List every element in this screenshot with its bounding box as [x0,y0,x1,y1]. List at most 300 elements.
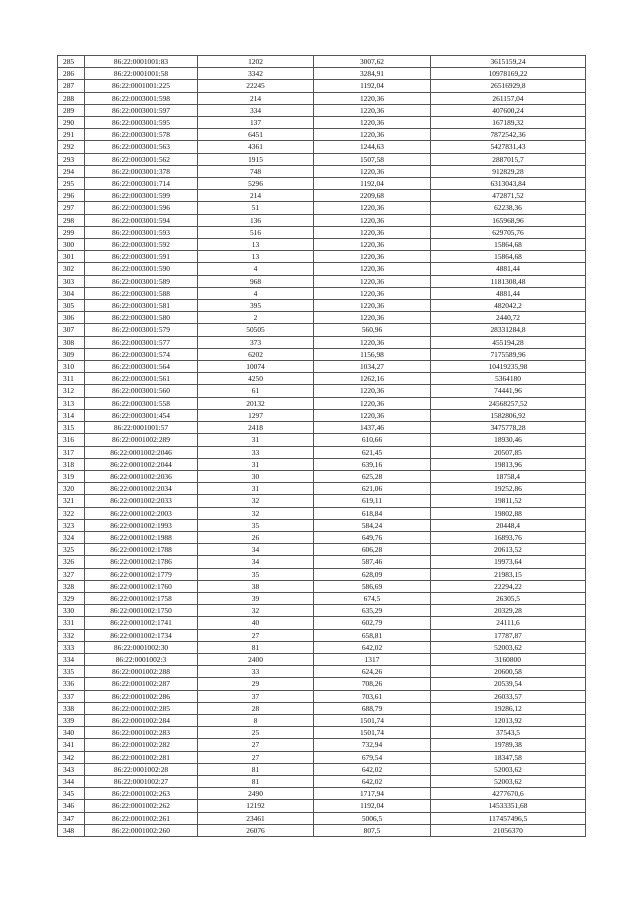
area-cell: 968 [198,275,314,287]
cadastral-value-cell: 37543,5 [431,727,586,739]
area-cell: 4 [198,263,314,275]
cadastral-number-cell: 86:22:0003001:589 [85,275,198,287]
cadastral-value-cell: 15864,68 [431,251,586,263]
unit-value-cell: 1220,36 [314,263,431,275]
cadastral-number-cell: 86:22:0001002:2044 [85,458,198,470]
area-cell: 13 [198,251,314,263]
unit-value-cell: 1501,74 [314,727,431,739]
row-number-cell: 314 [58,409,85,421]
cadastral-number-cell: 86:22:0001001:83 [85,56,198,68]
cadastral-number-cell: 86:22:0001002:263 [85,788,198,800]
cadastral-value-cell: 21983,15 [431,568,586,580]
row-number-cell: 287 [58,80,85,92]
cadastral-value-cell: 19252,86 [431,483,586,495]
table-row [58,92,586,104]
area-cell: 10074 [198,361,314,373]
cadastral-value-cell: 165968,96 [431,214,586,226]
unit-value-cell: 642,02 [314,775,431,787]
area-cell: 334 [198,104,314,116]
cadastral-value-cell: 52003,62 [431,641,586,653]
cadastral-number-cell: 86:22:0001002:2003 [85,507,198,519]
cadastral-value-cell: 1582806,92 [431,409,586,421]
unit-value-cell: 1220,36 [314,312,431,324]
row-number-cell: 344 [58,775,85,787]
area-cell: 1297 [198,409,314,421]
cadastral-number-cell: 86:22:0003001:574 [85,348,198,360]
cadastral-number-cell: 86:22:0003001:378 [85,165,198,177]
cadastral-number-cell: 86:22:0001002:261 [85,812,198,824]
area-cell: 2400 [198,653,314,665]
table-row [58,141,586,153]
cadastral-number-cell: 86:22:0001002:287 [85,678,198,690]
cadastral-value-cell: 20329,28 [431,605,586,617]
area-cell: 26 [198,531,314,543]
area-cell: 4 [198,287,314,299]
area-cell: 3342 [198,68,314,80]
unit-value-cell: 1156,98 [314,348,431,360]
table-row [58,483,586,495]
row-number-cell: 313 [58,397,85,409]
unit-value-cell: 703,61 [314,690,431,702]
cadastral-value-cell: 24111,6 [431,617,586,629]
unit-value-cell: 1220,36 [314,275,431,287]
table-row [58,80,586,92]
row-number-cell: 323 [58,519,85,531]
cadastral-value-cell: 52003,62 [431,763,586,775]
unit-value-cell: 1220,36 [314,214,431,226]
cadastral-number-cell: 86:22:0001002:260 [85,824,198,836]
cadastral-number-cell: 86:22:0003001:578 [85,129,198,141]
area-cell: 214 [198,92,314,104]
table-row [58,702,586,714]
cadastral-number-cell: 86:22:0001002:262 [85,800,198,812]
cadastral-value-cell: 117457496,5 [431,812,586,824]
table-row [58,56,586,68]
unit-value-cell: 1262,16 [314,373,431,385]
cadastral-value-cell: 18347,58 [431,751,586,763]
cadastral-value-cell: 1181308,48 [431,275,586,287]
cadastral-number-cell: 86:22:0003001:591 [85,251,198,263]
table-row [58,458,586,470]
cadastral-value-cell: 4881,44 [431,263,586,275]
unit-value-cell: 602,79 [314,617,431,629]
table-row [58,531,586,543]
cadastral-number-cell: 86:22:0003001:599 [85,190,198,202]
table-row [58,251,586,263]
cadastral-number-cell: 86:22:0001002:2046 [85,446,198,458]
table-row [58,641,586,653]
area-cell: 31 [198,458,314,470]
table-row [58,446,586,458]
area-cell: 33 [198,666,314,678]
area-cell: 25 [198,727,314,739]
cadastral-value-cell: 26305,5 [431,592,586,604]
area-cell: 37 [198,690,314,702]
table-row [58,666,586,678]
cadastral-value-cell: 15864,68 [431,239,586,251]
cadastral-number-cell: 86:22:0003001:563 [85,141,198,153]
table-body [58,56,586,837]
row-number-cell: 311 [58,373,85,385]
cadastral-value-cell: 407600,24 [431,104,586,116]
cadastral-value-cell: 2887015,7 [431,153,586,165]
row-number-cell: 337 [58,690,85,702]
cadastral-number-cell: 86:22:0001002:282 [85,739,198,751]
cadastral-number-cell: 86:22:0001002:281 [85,751,198,763]
row-number-cell: 346 [58,800,85,812]
unit-value-cell: 1192,04 [314,178,431,190]
area-cell: 516 [198,226,314,238]
row-number-cell: 292 [58,141,85,153]
cadastral-value-cell: 7175589,96 [431,348,586,360]
cadastral-number-cell: 86:22:0001002:2034 [85,483,198,495]
unit-value-cell: 1501,74 [314,714,431,726]
row-number-cell: 291 [58,129,85,141]
cadastral-number-cell: 86:22:0003001:597 [85,104,198,116]
row-number-cell: 297 [58,202,85,214]
area-cell: 27 [198,629,314,641]
cadastral-number-cell: 86:22:0001001:58 [85,68,198,80]
unit-value-cell: 674,5 [314,592,431,604]
table-row [58,824,586,836]
row-number-cell: 312 [58,385,85,397]
row-number-cell: 304 [58,287,85,299]
table-row [58,800,586,812]
cadastral-value-cell: 22294,22 [431,580,586,592]
cadastral-number-cell: 86:22:0003001:592 [85,239,198,251]
table-row [58,739,586,751]
cadastral-value-cell: 16893,76 [431,531,586,543]
unit-value-cell: 1220,36 [314,397,431,409]
cadastral-value-cell: 7872542,36 [431,129,586,141]
cadastral-number-cell: 86:22:0003001:580 [85,312,198,324]
table-row [58,300,586,312]
cadastral-value-cell: 14533351,68 [431,800,586,812]
area-cell: 31 [198,483,314,495]
table-row [58,409,586,421]
table-row [58,470,586,482]
row-number-cell: 308 [58,336,85,348]
unit-value-cell: 1317 [314,653,431,665]
row-number-cell: 310 [58,361,85,373]
cadastral-value-cell: 5364180 [431,373,586,385]
table-row [58,226,586,238]
cadastral-number-cell: 86:22:0001002:1758 [85,592,198,604]
cadastral-number-cell: 86:22:0003001:588 [85,287,198,299]
row-number-cell: 334 [58,653,85,665]
area-cell: 23461 [198,812,314,824]
area-cell: 395 [198,300,314,312]
row-number-cell: 340 [58,727,85,739]
unit-value-cell: 1220,36 [314,287,431,299]
area-cell: 20132 [198,397,314,409]
row-number-cell: 320 [58,483,85,495]
cadastral-value-cell: 167189,32 [431,117,586,129]
table-row [58,373,586,385]
row-number-cell: 343 [58,763,85,775]
area-cell: 81 [198,641,314,653]
row-number-cell: 336 [58,678,85,690]
area-cell: 6202 [198,348,314,360]
cadastral-value-cell: 482042,2 [431,300,586,312]
cadastral-value-table [57,55,586,837]
area-cell: 31 [198,434,314,446]
area-cell: 30 [198,470,314,482]
cadastral-number-cell: 86:22:0003001:581 [85,300,198,312]
cadastral-value-cell: 455194,28 [431,336,586,348]
area-cell: 34 [198,556,314,568]
area-cell: 32 [198,495,314,507]
row-number-cell: 302 [58,263,85,275]
table-row [58,287,586,299]
unit-value-cell: 560,96 [314,324,431,336]
cadastral-number-cell: 86:22:0001002:288 [85,666,198,678]
area-cell: 12192 [198,800,314,812]
row-number-cell: 315 [58,422,85,434]
table-row [58,214,586,226]
table-row [58,312,586,324]
table-row [58,763,586,775]
row-number-cell: 295 [58,178,85,190]
table-row [58,129,586,141]
unit-value-cell: 649,76 [314,531,431,543]
unit-value-cell: 1220,36 [314,226,431,238]
cadastral-value-cell: 18930,46 [431,434,586,446]
cadastral-value-cell: 18758,4 [431,470,586,482]
area-cell: 29 [198,678,314,690]
unit-value-cell: 1717,94 [314,788,431,800]
row-number-cell: 332 [58,629,85,641]
unit-value-cell: 1220,36 [314,300,431,312]
unit-value-cell: 1192,04 [314,80,431,92]
row-number-cell: 303 [58,275,85,287]
row-number-cell: 325 [58,544,85,556]
row-number-cell: 289 [58,104,85,116]
table-row [58,775,586,787]
row-number-cell: 322 [58,507,85,519]
row-number-cell: 331 [58,617,85,629]
unit-value-cell: 1507,58 [314,153,431,165]
area-cell: 50505 [198,324,314,336]
table-row [58,324,586,336]
cadastral-number-cell: 86:22:0001002:1993 [85,519,198,531]
cadastral-value-cell: 12013,92 [431,714,586,726]
area-cell: 214 [198,190,314,202]
unit-value-cell: 619,11 [314,495,431,507]
row-number-cell: 317 [58,446,85,458]
cadastral-value-cell: 20507,85 [431,446,586,458]
area-cell: 373 [198,336,314,348]
row-number-cell: 335 [58,666,85,678]
cadastral-number-cell: 86:22:0001002:2036 [85,470,198,482]
unit-value-cell: 642,02 [314,763,431,775]
cadastral-number-cell: 86:22:0001002:285 [85,702,198,714]
cadastral-value-cell: 28331284,8 [431,324,586,336]
cadastral-value-cell: 10419235,98 [431,361,586,373]
row-number-cell: 333 [58,641,85,653]
cadastral-value-cell: 5427831,43 [431,141,586,153]
area-cell: 13 [198,239,314,251]
cadastral-value-cell: 62238,36 [431,202,586,214]
cadastral-number-cell: 86:22:0003001:561 [85,373,198,385]
unit-value-cell: 635,29 [314,605,431,617]
table-row [58,751,586,763]
table-row [58,361,586,373]
table-row [58,690,586,702]
table-row [58,556,586,568]
cadastral-number-cell: 86:22:0001002:1741 [85,617,198,629]
unit-value-cell: 5006,5 [314,812,431,824]
unit-value-cell: 1220,36 [314,202,431,214]
unit-value-cell: 688,79 [314,702,431,714]
cadastral-number-cell: 86:22:0001001:225 [85,80,198,92]
cadastral-number-cell: 86:22:0003001:562 [85,153,198,165]
cadastral-number-cell: 86:22:0001002:1760 [85,580,198,592]
unit-value-cell: 1437,46 [314,422,431,434]
cadastral-number-cell: 86:22:0001002:1779 [85,568,198,580]
area-cell: 32 [198,605,314,617]
area-cell: 34 [198,544,314,556]
row-number-cell: 326 [58,556,85,568]
cadastral-number-cell: 86:22:0001002:1786 [85,556,198,568]
unit-value-cell: 1220,36 [314,239,431,251]
unit-value-cell: 584,24 [314,519,431,531]
area-cell: 1915 [198,153,314,165]
cadastral-value-cell: 74441,96 [431,385,586,397]
table-row [58,714,586,726]
cadastral-number-cell: 86:22:0003001:598 [85,92,198,104]
table-row [58,348,586,360]
row-number-cell: 341 [58,739,85,751]
cadastral-value-cell: 20539,54 [431,678,586,690]
cadastral-number-cell: 86:22:0001002:1734 [85,629,198,641]
unit-value-cell: 1220,36 [314,165,431,177]
row-number-cell: 347 [58,812,85,824]
table-row [58,153,586,165]
table-row [58,519,586,531]
row-number-cell: 299 [58,226,85,238]
area-cell: 748 [198,165,314,177]
cadastral-number-cell: 86:22:0003001:577 [85,336,198,348]
table-row [58,239,586,251]
cadastral-value-cell: 20600,58 [431,666,586,678]
area-cell: 27 [198,739,314,751]
unit-value-cell: 1220,36 [314,385,431,397]
table-row [58,422,586,434]
row-number-cell: 307 [58,324,85,336]
table-row [58,727,586,739]
unit-value-cell: 621,45 [314,446,431,458]
row-number-cell: 301 [58,251,85,263]
cadastral-number-cell: 86:22:0001002:289 [85,434,198,446]
cadastral-number-cell: 86:22:0003001:595 [85,117,198,129]
area-cell: 27 [198,751,314,763]
cadastral-number-cell: 86:22:0001002:286 [85,690,198,702]
cadastral-number-cell: 86:22:0003001:596 [85,202,198,214]
table-row [58,788,586,800]
table-row [58,678,586,690]
unit-value-cell: 610,66 [314,434,431,446]
area-cell: 8 [198,714,314,726]
area-cell: 35 [198,568,314,580]
row-number-cell: 342 [58,751,85,763]
unit-value-cell: 658,81 [314,629,431,641]
table-row [58,653,586,665]
cadastral-number-cell: 86:22:0001002:1788 [85,544,198,556]
cadastral-value-cell: 52003,62 [431,775,586,787]
cadastral-number-cell: 86:22:0003001:594 [85,214,198,226]
table-row [58,568,586,580]
area-cell: 137 [198,117,314,129]
cadastral-number-cell: 86:22:0003001:454 [85,409,198,421]
cadastral-number-cell: 86:22:0003001:714 [85,178,198,190]
unit-value-cell: 1220,36 [314,336,431,348]
table-row [58,68,586,80]
table-row [58,117,586,129]
area-cell: 4250 [198,373,314,385]
area-cell: 136 [198,214,314,226]
cadastral-value-cell: 472871,52 [431,190,586,202]
area-cell: 81 [198,775,314,787]
table-row [58,580,586,592]
unit-value-cell: 1220,36 [314,92,431,104]
cadastral-value-cell: 26516929,8 [431,80,586,92]
cadastral-value-cell: 19789,38 [431,739,586,751]
area-cell: 35 [198,519,314,531]
row-number-cell: 298 [58,214,85,226]
cadastral-value-cell: 26033,57 [431,690,586,702]
row-number-cell: 316 [58,434,85,446]
cadastral-number-cell: 86:22:0001002:28 [85,763,198,775]
area-cell: 1202 [198,56,314,68]
cadastral-number-cell: 86:22:0001002:283 [85,727,198,739]
row-number-cell: 330 [58,605,85,617]
unit-value-cell: 586,69 [314,580,431,592]
row-number-cell: 306 [58,312,85,324]
area-cell: 38 [198,580,314,592]
cadastral-number-cell: 86:22:0003001:560 [85,385,198,397]
table-row [58,507,586,519]
area-cell: 81 [198,763,314,775]
row-number-cell: 324 [58,531,85,543]
row-number-cell: 305 [58,300,85,312]
row-number-cell: 328 [58,580,85,592]
unit-value-cell: 642,02 [314,641,431,653]
cadastral-value-cell: 19813,96 [431,458,586,470]
unit-value-cell: 807,5 [314,824,431,836]
unit-value-cell: 618,84 [314,507,431,519]
cadastral-value-cell: 19286,12 [431,702,586,714]
unit-value-cell: 621,06 [314,483,431,495]
cadastral-value-cell: 4881,44 [431,287,586,299]
cadastral-number-cell: 86:22:0003001:590 [85,263,198,275]
cadastral-value-cell: 3475778,28 [431,422,586,434]
table-row [58,544,586,556]
area-cell: 51 [198,202,314,214]
area-cell: 6451 [198,129,314,141]
area-cell: 2490 [198,788,314,800]
row-number-cell: 345 [58,788,85,800]
row-number-cell: 339 [58,714,85,726]
unit-value-cell: 587,46 [314,556,431,568]
cadastral-number-cell: 86:22:0001001:57 [85,422,198,434]
table-row [58,165,586,177]
row-number-cell: 319 [58,470,85,482]
unit-value-cell: 606,28 [314,544,431,556]
row-number-cell: 338 [58,702,85,714]
unit-value-cell: 1220,36 [314,117,431,129]
table-row [58,617,586,629]
